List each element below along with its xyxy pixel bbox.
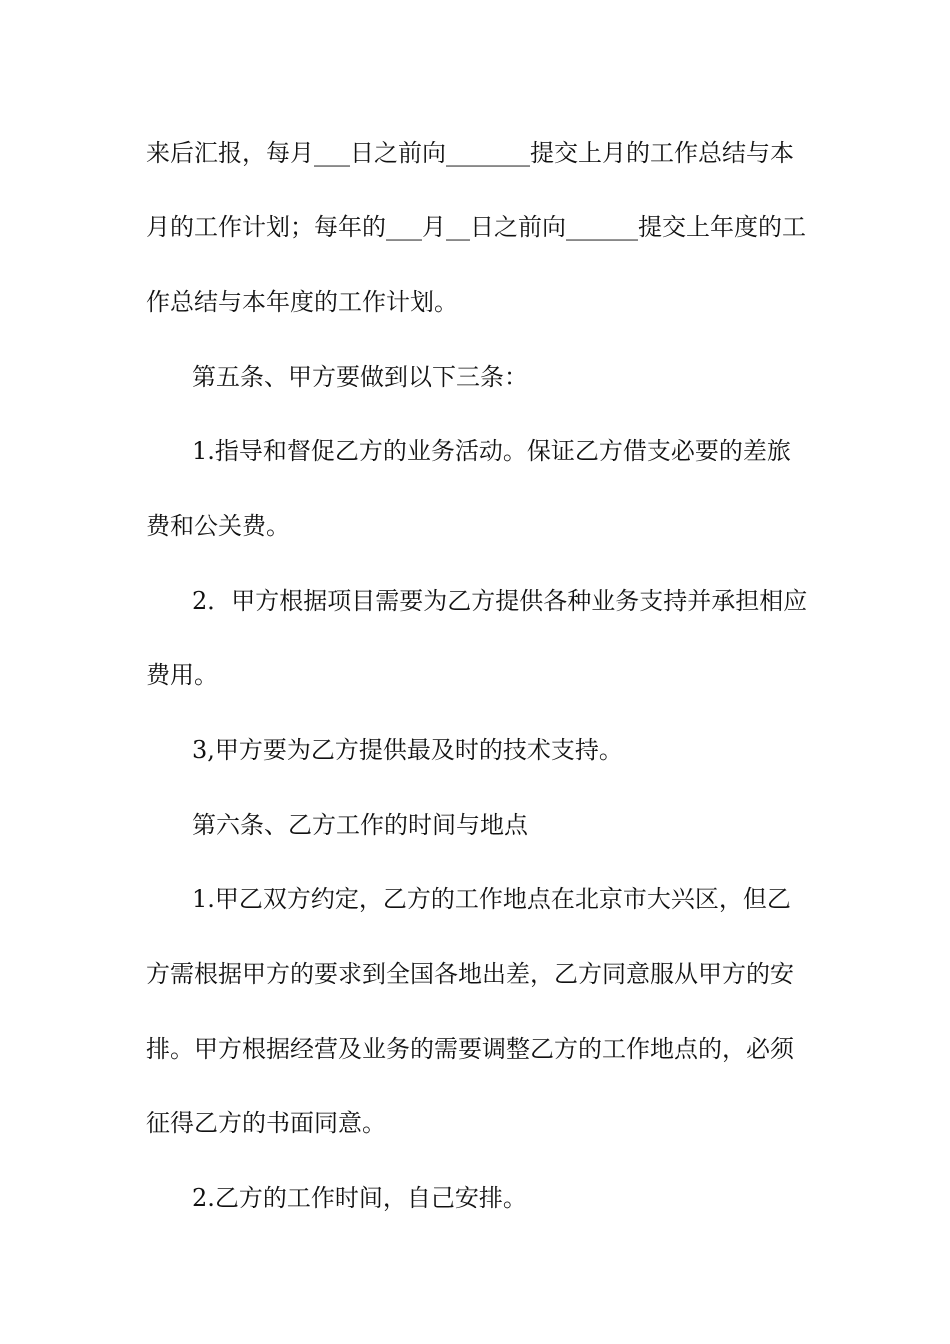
paragraph-line: 1.指导和督促乙方的业务活动。保证乙方借支必要的差旅 bbox=[192, 437, 791, 465]
paragraph-line: 1.甲乙双方约定，乙方的工作地点在北京市大兴区，但乙 bbox=[192, 885, 791, 913]
paragraph-line: 3,甲方要为乙方提供最及时的技术支持。 bbox=[192, 736, 623, 764]
paragraph-line: 作总结与本年度的工作计划。 bbox=[146, 288, 458, 316]
article-heading: 第五条、甲方要做到以下三条： bbox=[192, 363, 528, 391]
paragraph-line: 2.乙方的工作时间，自己安排。 bbox=[192, 1184, 527, 1212]
paragraph-line: 费用。 bbox=[146, 661, 218, 689]
paragraph-line: 方需根据甲方的要求到全国各地出差，乙方同意服从甲方的安 bbox=[146, 960, 794, 988]
paragraph-line: 月的工作计划；每年的___月__日之前向______提交上年度的工 bbox=[146, 213, 806, 241]
paragraph-line: 排。甲方根据经营及业务的需要调整乙方的工作地点的，必须 bbox=[146, 1035, 794, 1063]
paragraph-line: 征得乙方的书面同意。 bbox=[146, 1109, 386, 1137]
paragraph-line: 2．甲方根据项目需要为乙方提供各种业务支持并承担相应 bbox=[192, 587, 808, 615]
paragraph-line: 来后汇报，每月___日之前向_______提交上月的工作总结与本 bbox=[146, 139, 794, 167]
paragraph-line: 费和公关费。 bbox=[146, 512, 290, 540]
article-heading: 第六条、乙方工作的时间与地点 bbox=[192, 811, 528, 839]
